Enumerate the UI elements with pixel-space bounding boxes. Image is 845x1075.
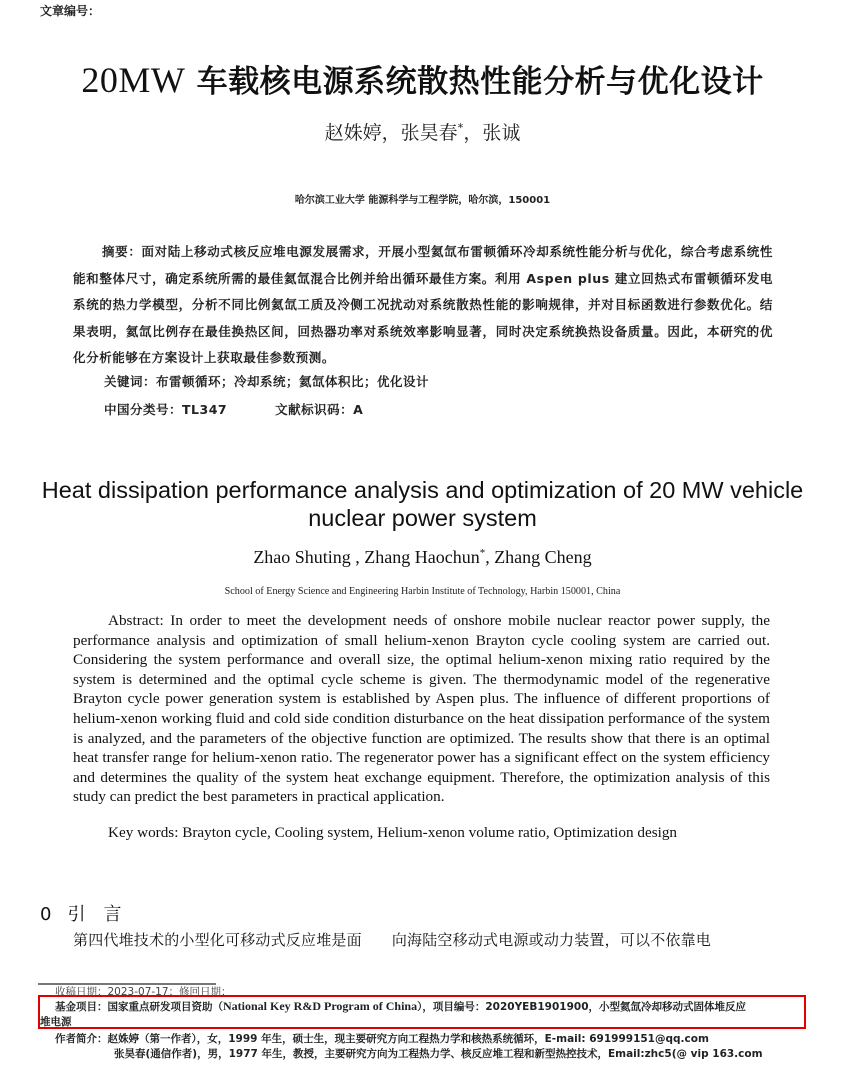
footnote-fund-line-2: 堆电源 bbox=[40, 1016, 72, 1028]
chinese-author-2: ，张诚 bbox=[463, 122, 521, 144]
article-number-label: 文章编号： bbox=[40, 4, 101, 18]
english-title: Heat dissipation performance analysis and optimization of 20 MW vehicle nuclear power system bbox=[41, 477, 804, 531]
intro-text-part-2: 向海陆空移动式电源或动力装置，可以不依靠电 bbox=[391, 931, 712, 949]
chinese-title-text: 车载核电源系统散热性能分析与优化设计 bbox=[185, 64, 764, 100]
section-number: 0 bbox=[40, 904, 52, 925]
footnote-received-date: 收稿日期：2023-07-17；修回日期： bbox=[55, 986, 232, 998]
fund-label: 基金项目：国家重点研发项目资助（ bbox=[55, 1001, 223, 1013]
section-heading-introduction bbox=[40, 900, 121, 926]
classification-number: 中国分类号：TL347 bbox=[104, 402, 228, 417]
english-keywords: Key words: Brayton cycle, Cooling system, Helium-xenon volume ratio, Optimization design bbox=[108, 824, 678, 841]
chinese-title bbox=[0, 56, 845, 101]
footnote-fund-line-1 bbox=[55, 999, 746, 1014]
fund-program-english: National Key R&D Program of China bbox=[223, 999, 418, 1013]
chinese-abstract: 摘要：面对陆上移动式核反应堆电源发展需求，开展小型氦氙布雷顿循环冷却系统性能分析与优化，综合考虑系统性能和整体尺寸，确定系统所需的最佳氦氙混合比例并给出循环最佳方案。利用 Aspen plus 建立回热式布雷顿循环发电系统的热力学模型，分析不同比例氦氙工质及冷侧工况扰动对系统散热性能的影响规律，并对目标函数进行参数优化。结果表明，氦氙比例存在最佳换热区间，回热器功率对系统效率影响显著，同时决定系统换热设备质量。因此，本研究的优化分析能够在方案设计上获取最佳参数预测。 bbox=[73, 244, 773, 365]
fund-project-number: ），项目编号：2020YEB1901900，小型氦氙冷却移动式固体堆反应 bbox=[417, 1001, 747, 1013]
chinese-title-number: 20MW bbox=[81, 60, 186, 100]
chinese-author-1: 赵姝婷，张昊春 bbox=[324, 122, 458, 144]
footnote-author-corresponding: 张昊春(通信作者)，男，1977 年生，教授，主要研究方向为工程热力学、核反应堆工程和新型热控技术，Email:zhc5(@ vip 163.com bbox=[114, 1048, 763, 1060]
section-heading-char-1: 引 bbox=[67, 904, 86, 925]
intro-text-part-1: 第四代堆技术的小型化可移动式反应堆是面 bbox=[73, 931, 362, 949]
chinese-affiliation: 哈尔滨工业大学 能源科学与工程学院，哈尔滨，150001 bbox=[294, 195, 551, 206]
english-corresponding-mark: * bbox=[479, 547, 486, 559]
introduction-paragraph bbox=[73, 929, 711, 950]
corresponding-author-mark: * bbox=[457, 120, 464, 135]
classification-line bbox=[104, 400, 363, 418]
english-author-1: Zhao Shuting , Zhang Haochun bbox=[253, 547, 480, 567]
english-author-2: , Zhang Cheng bbox=[485, 547, 592, 567]
footnote-author-first: 作者简介：赵姝婷（第一作者），女，1999 年生，硕士生，现主要研究方向工程热力学和核热系统循环，E-mail: 691999151@qq.com bbox=[55, 1033, 709, 1045]
chinese-authors bbox=[0, 118, 845, 145]
section-heading-char-2: 言 bbox=[103, 904, 122, 925]
english-affiliation: School of Energy Science and Engineering Harbin Institute of Technology, Harbin 150001, China bbox=[224, 585, 621, 597]
english-abstract: Abstract: In order to meet the development needs of onshore mobile nuclear reactor power supply, the performance analysis and optimization of small helium-xenon Brayton cycle cooling system are carried out. Considering the system performance and overall size, the optimal helium-xenon mixing ratio required by the system is determined and the optimal cycle scheme is given. The thermodynamic model of the regenerative Brayton cycle power generation system is established by Aspen plus. The influence of different proportions of helium-xenon working fluid and cold side condition disturbance on the heat dissipation performance of the system is analyzed, and the parameters of the objective function are optimized. The results show that there is an optimal heat transfer range for helium-xenon ratio. The regenerator power has a significant effect on the system efficiency and determines the quality of the system heat exchange equipment. Therefore, the optimization analysis of this study can predict the best parameters in practical application. bbox=[73, 612, 770, 806]
english-authors bbox=[0, 547, 845, 568]
document-code: 文献标识码：A bbox=[275, 402, 364, 417]
chinese-keywords: 关键词：布雷顿循环；冷却系统；氦氙体积比；优化设计 bbox=[104, 374, 430, 389]
